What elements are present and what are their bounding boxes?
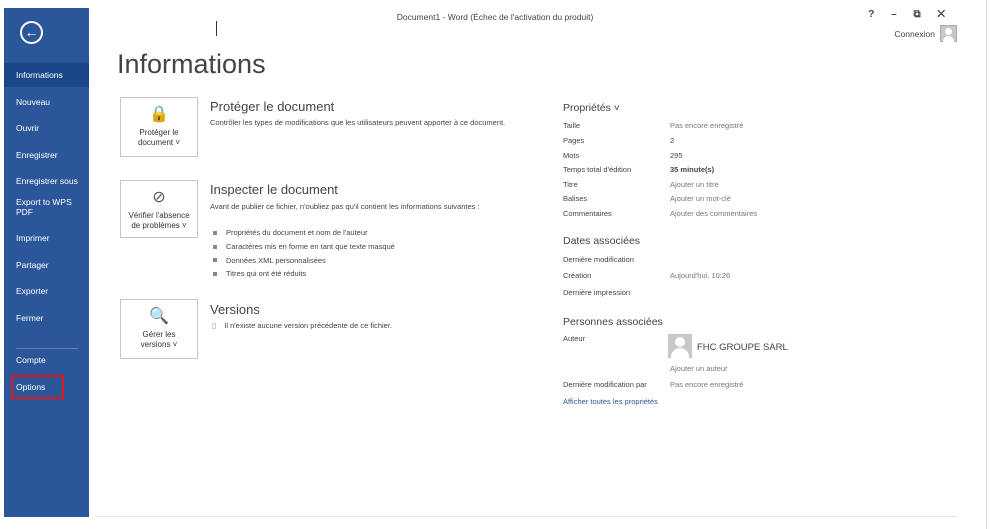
prop-value-pages: 2 (670, 136, 675, 145)
window-title: Document1 - Word (Échec de l'activation du produit) (396, 12, 594, 22)
sidebar-item-exporter[interactable]: Exporter (16, 286, 49, 296)
check-issues-button[interactable] (120, 180, 198, 238)
prop-label-last-modified-by: Dernière modification par (563, 380, 647, 389)
sidebar-item-partager[interactable]: Partager (16, 260, 49, 270)
list-item: Caractères mis en forme en tant que texte masqué (213, 240, 395, 254)
inspect-description: Avant de publier ce fichier, n'oubliez pas qu'il contient les informations suivantes : (210, 202, 480, 211)
versions-description: Il n'existe aucune version précédente de ce fichier. (224, 321, 393, 330)
sidebar-item-informations[interactable]: Informations (4, 63, 89, 87)
sidebar-item-ouvrir[interactable]: Ouvrir (16, 123, 40, 133)
dates-heading: Dates associées (563, 235, 641, 247)
check-issues-label-2: de problèmes ˅ (131, 221, 187, 230)
manage-versions-label-2: versions ˅ (140, 340, 178, 349)
prop-label-pages: Pages (563, 136, 585, 145)
add-title-field[interactable]: Ajouter un titre (670, 180, 719, 189)
inspect-bullet-list (213, 226, 395, 281)
prop-value-temps-edition: 35 minute(s) (670, 165, 715, 174)
manage-versions-button[interactable] (120, 299, 198, 359)
prop-label-balises: Balises (563, 194, 588, 203)
prop-value-mots: 295 (670, 151, 683, 160)
backstage-sidebar (4, 8, 89, 517)
signin-link[interactable]: Connexion (894, 29, 935, 39)
author-avatar-icon (668, 334, 692, 358)
sidebar-item-nouveau[interactable]: Nouveau (16, 97, 51, 107)
user-avatar-icon[interactable] (940, 25, 957, 42)
sidebar-item-fermer[interactable]: Fermer (16, 313, 44, 323)
list-item: Titres qui ont été réduits (213, 267, 395, 281)
prop-label-derniere-impression: Dernière impression (563, 288, 631, 297)
back-arrow-icon[interactable]: ← (20, 21, 43, 44)
properties-dropdown[interactable]: Propriétés ˅ (563, 102, 620, 114)
prop-label-titre: Titre (563, 180, 578, 189)
inspect-heading: Inspecter le document (210, 182, 338, 197)
inspect-document-icon: ⊘ (152, 189, 166, 206)
versions-heading: Versions (210, 302, 260, 317)
bottom-divider (95, 516, 957, 517)
add-tag-field[interactable]: Ajouter un mot-clé (670, 194, 731, 203)
list-item: Données XML personnalisées (213, 253, 395, 267)
people-heading: Personnes associées (563, 316, 663, 328)
sidebar-item-compte[interactable]: Compte (16, 355, 46, 365)
text-cursor (216, 21, 217, 36)
protect-button-label-2: document ˅ (137, 138, 181, 147)
prop-label-temps-edition: Temps total d'édition (563, 165, 632, 174)
window-controls[interactable]: ? – ⧉ ✕ (868, 9, 952, 20)
show-all-properties-link[interactable]: Afficher toutes les propriétés (563, 397, 658, 406)
lock-icon: 🔒 (149, 106, 169, 123)
prop-value-creation: Aujourd'hui, 10:26 (670, 271, 731, 280)
protect-description: Contrôler les types de modifications que les utilisateurs peuvent apporter à ce document. (210, 118, 506, 127)
manage-versions-label-1: Gérer les (142, 330, 176, 339)
prop-value-last-modified-by: Pas encore enregistré (670, 380, 744, 389)
page-title: Informations (117, 49, 266, 79)
prop-label-taille: Taille (563, 121, 581, 130)
protect-button-label-1: Protéger le (139, 128, 179, 137)
prop-label-derniere-modification: Dernière modification (563, 255, 634, 264)
add-comments-field[interactable]: Ajouter des commentaires (670, 209, 758, 218)
window-right-edge (986, 0, 987, 529)
versions-icon: 🔍 (149, 308, 169, 325)
sidebar-item-export-wps-pdf[interactable]: Export to WPS PDF (16, 197, 72, 217)
prop-label-auteur: Auteur (563, 334, 586, 343)
check-issues-label-1: Vérifier l'absence (128, 211, 190, 220)
author-name[interactable]: FHC GROUPE SARL (697, 342, 788, 353)
protect-document-button[interactable] (120, 97, 198, 157)
add-author-link[interactable]: Ajouter un auteur (670, 364, 728, 373)
sidebar-item-imprimer[interactable]: Imprimer (16, 233, 50, 243)
sidebar-item-options[interactable]: Options (16, 382, 46, 392)
document-icon: ▯ (212, 321, 217, 330)
versions-description-row (212, 321, 512, 331)
list-item: Propriétés du document et nom de l'auteur (213, 226, 395, 240)
prop-label-mots: Mots (563, 151, 580, 160)
prop-label-creation: Création (563, 271, 592, 280)
prop-value-taille: Pas encore enregistré (670, 121, 744, 130)
prop-label-commentaires: Commentaires (563, 209, 612, 218)
sidebar-item-enregistrer-sous[interactable]: Enregistrer sous (16, 176, 78, 186)
protect-heading: Protéger le document (210, 99, 335, 114)
options-highlight-box (11, 375, 64, 399)
sidebar-item-enregistrer[interactable]: Enregistrer (16, 150, 58, 160)
